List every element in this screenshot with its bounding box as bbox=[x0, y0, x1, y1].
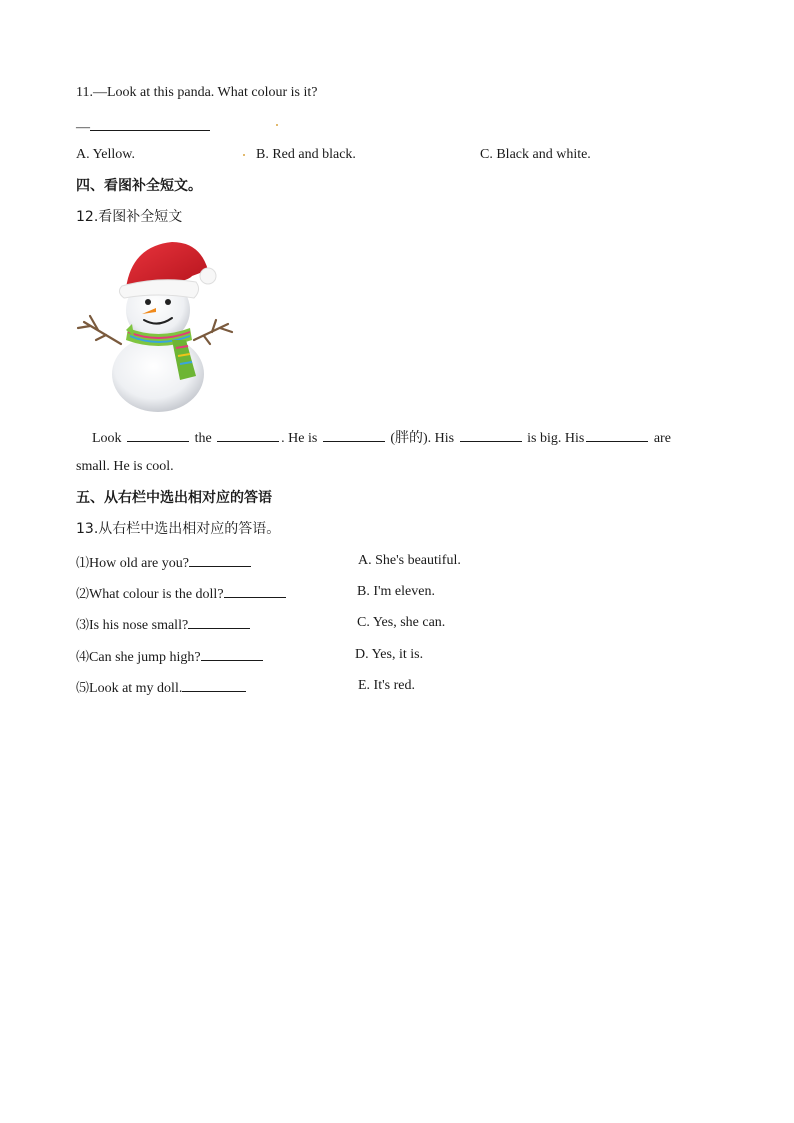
q11-answer-blank[interactable] bbox=[90, 116, 210, 131]
q11-answer-prefix: — bbox=[76, 120, 90, 135]
item-number: ⑶ bbox=[76, 618, 90, 633]
item-number: ⑷ bbox=[76, 650, 90, 665]
passage-word: the bbox=[194, 431, 212, 446]
snowman-image bbox=[76, 236, 236, 416]
stray-mark bbox=[276, 124, 278, 126]
match-blank-2[interactable] bbox=[224, 583, 286, 598]
passage-word: (胖的). His bbox=[390, 431, 455, 446]
passage-blank-2[interactable] bbox=[217, 427, 279, 442]
match-left-1 bbox=[76, 552, 253, 573]
q11-option-c: C. Black and white. bbox=[480, 147, 591, 162]
match-question: What colour is the doll? bbox=[89, 587, 224, 602]
match-right-b: B. I'm eleven. bbox=[357, 584, 435, 599]
match-question: Look at my doll. bbox=[89, 681, 183, 696]
q11-option-a: A. Yellow. bbox=[76, 147, 135, 162]
section5-heading: 五、从右栏中选出相对应的答语 bbox=[76, 490, 272, 506]
match-question: Can she jump high? bbox=[89, 650, 201, 665]
match-blank-1[interactable] bbox=[189, 552, 251, 567]
passage-word: Look bbox=[92, 431, 122, 446]
match-question: How old are you? bbox=[89, 556, 189, 571]
match-left-2 bbox=[76, 583, 288, 604]
passage-blank-3[interactable] bbox=[323, 427, 385, 442]
match-blank-5[interactable] bbox=[182, 677, 246, 692]
match-right-e: E. It's red. bbox=[358, 678, 415, 693]
item-number: ⑸ bbox=[76, 681, 90, 696]
passage-blank-1[interactable] bbox=[127, 427, 189, 442]
passage-word: is big. His bbox=[527, 431, 585, 446]
match-left-5 bbox=[76, 677, 248, 698]
passage-word: are bbox=[653, 431, 671, 446]
item-number: ⑴ bbox=[76, 556, 90, 571]
passage-line-2: small. He is cool. bbox=[76, 459, 174, 474]
match-question: Is his nose small? bbox=[89, 618, 189, 633]
match-blank-4[interactable] bbox=[201, 646, 263, 661]
q13-title: 13.从右栏中选出相对应的答语。 bbox=[76, 521, 281, 537]
q12-title: 12.看图补全短文 bbox=[76, 209, 183, 225]
passage-word: . He is bbox=[281, 431, 318, 446]
q11-option-b: B. Red and black. bbox=[256, 147, 356, 162]
match-right-a: A. She's beautiful. bbox=[358, 553, 461, 568]
item-number: ⑵ bbox=[76, 587, 90, 602]
match-right-d: D. Yes, it is. bbox=[355, 647, 424, 662]
stray-mark bbox=[243, 154, 245, 156]
left-arm-branch bbox=[78, 316, 121, 344]
right-arm-branch bbox=[194, 320, 232, 344]
match-blank-3[interactable] bbox=[188, 614, 250, 629]
q11-stem: 11.—Look at this panda. What colour is it? bbox=[76, 85, 318, 100]
santa-hat bbox=[119, 242, 216, 298]
q11-answer-line bbox=[76, 116, 212, 137]
passage-blank-4[interactable] bbox=[460, 427, 522, 442]
passage-blank-5[interactable] bbox=[586, 427, 648, 442]
match-right-c: C. Yes, she can. bbox=[357, 615, 446, 630]
passage-line-1 bbox=[92, 427, 671, 448]
match-left-4 bbox=[76, 646, 265, 667]
section4-heading: 四、看图补全短文。 bbox=[76, 178, 202, 194]
match-left-3 bbox=[76, 614, 252, 635]
